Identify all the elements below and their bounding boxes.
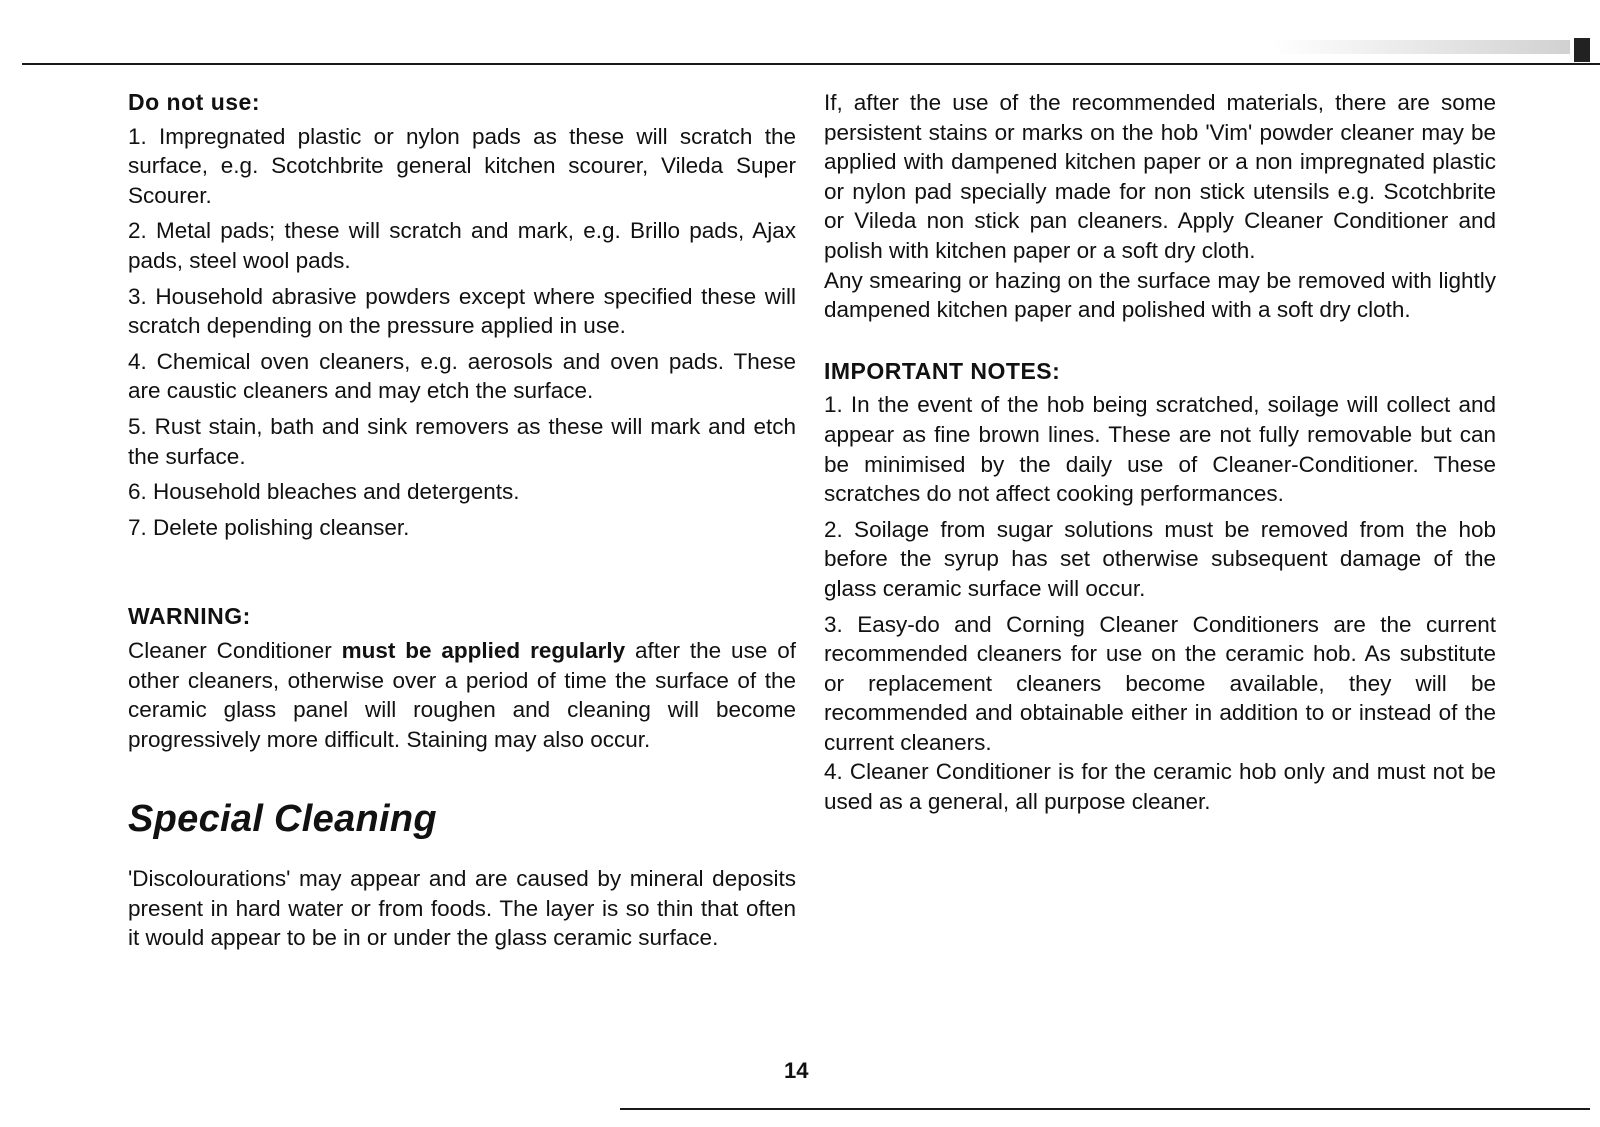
warning-emphasis: must be applied regularly bbox=[341, 637, 626, 663]
do-not-use-item-6: 6. Household bleaches and detergents. bbox=[128, 479, 520, 505]
bottom-rule bbox=[620, 1108, 1590, 1110]
do-not-use-item-3: 3. Household abrasive powders except where specified these will scratch depending on the pressure applied in use. bbox=[128, 283, 796, 339]
do-not-use-item-2: 2. Metal pads; these will scratch and mark, e.g. Brillo pads, Ajax pads, steel wool pads. bbox=[128, 218, 796, 273]
do-not-use-item-5: 5. Rust stain, bath and sink removers as these will mark and etch the surface. bbox=[128, 413, 796, 469]
do-not-use-item-7: 7. Delete polishing cleanser. bbox=[128, 514, 410, 540]
important-note-2: 2. Soilage from sugar solutions must be removed from the hob before the syrup has set otherwise subsequent damage of the glass ceramic surface will occur. bbox=[824, 516, 1496, 601]
special-cleaning-paragraph: 'Discolourations' may appear and are caused by mineral deposits present in hard water or from foods. The layer is so thin that often it would appear to be in or under the glass ceramic surface. bbox=[128, 866, 796, 951]
scan-shadow bbox=[1270, 40, 1570, 54]
warning-heading: WARNING: bbox=[128, 603, 251, 630]
important-note-1: 1. In the event of the hob being scratched, soilage will collect and appear as fine brown lines. These are not fully removable but can be minimised by the daily use of Cleaner-Conditioner. These scratches do not affect cooking performances. bbox=[824, 392, 1496, 507]
page-number: 14 bbox=[784, 1058, 809, 1083]
warning-paragraph bbox=[128, 636, 796, 754]
left-column bbox=[128, 88, 796, 953]
top-rule bbox=[22, 63, 1600, 65]
important-notes-heading: IMPORTANT NOTES: bbox=[824, 357, 1061, 384]
smearing-paragraph: Any smearing or hazing on the surface may be removed with lightly dampened kitchen paper and polished with a soft dry cloth. bbox=[824, 267, 1496, 323]
persistent-stains-paragraph: If, after the use of the recommended materials, there are some persistent stains or marks on the hob 'Vim' powder cleaner may be applied with dampened kitchen paper or a non impregnated plastic or nylon pad specially made for non stick utensils e.g. Scotchbrite or Vileda non stick pan cleaners. Apply Cleaner Conditioner and polish with kitchen paper or a soft dry cloth. bbox=[824, 90, 1496, 263]
do-not-use-heading: Do not use: bbox=[128, 89, 260, 115]
important-note-4: 4. Cleaner Conditioner is for the ceramic hob only and must not be used as a general, all purpose cleaner. bbox=[824, 759, 1496, 815]
important-note-3: 3. Easy-do and Corning Cleaner Conditioners are the current recommended cleaners for use on the ceramic hob. As substitute or replacement cleaners become available, they will be recommended and obtainable either in addition to or instead of the current cleaners. bbox=[824, 611, 1496, 755]
do-not-use-item-4: 4. Chemical oven cleaners, e.g. aerosols and oven pads. These are caustic cleaners and may etch the surface. bbox=[128, 348, 796, 404]
warning-text-start: Cleaner Conditioner bbox=[128, 637, 342, 663]
special-cleaning-title: Special Cleaning bbox=[128, 798, 437, 841]
do-not-use-item-1: 1. Impregnated plastic or nylon pads as these will scratch the surface, e.g. Scotchbrite general kitchen scourer, Vileda Super Scourer. bbox=[128, 123, 796, 208]
right-column bbox=[824, 88, 1496, 817]
scan-mark bbox=[1574, 38, 1590, 62]
warning-text-end: after the use of other cleaners, otherwise over a period of time the surface of the ceramic glass panel will roughen and cleaning will become progressively more difficult. Staining may also occur. bbox=[128, 637, 796, 752]
